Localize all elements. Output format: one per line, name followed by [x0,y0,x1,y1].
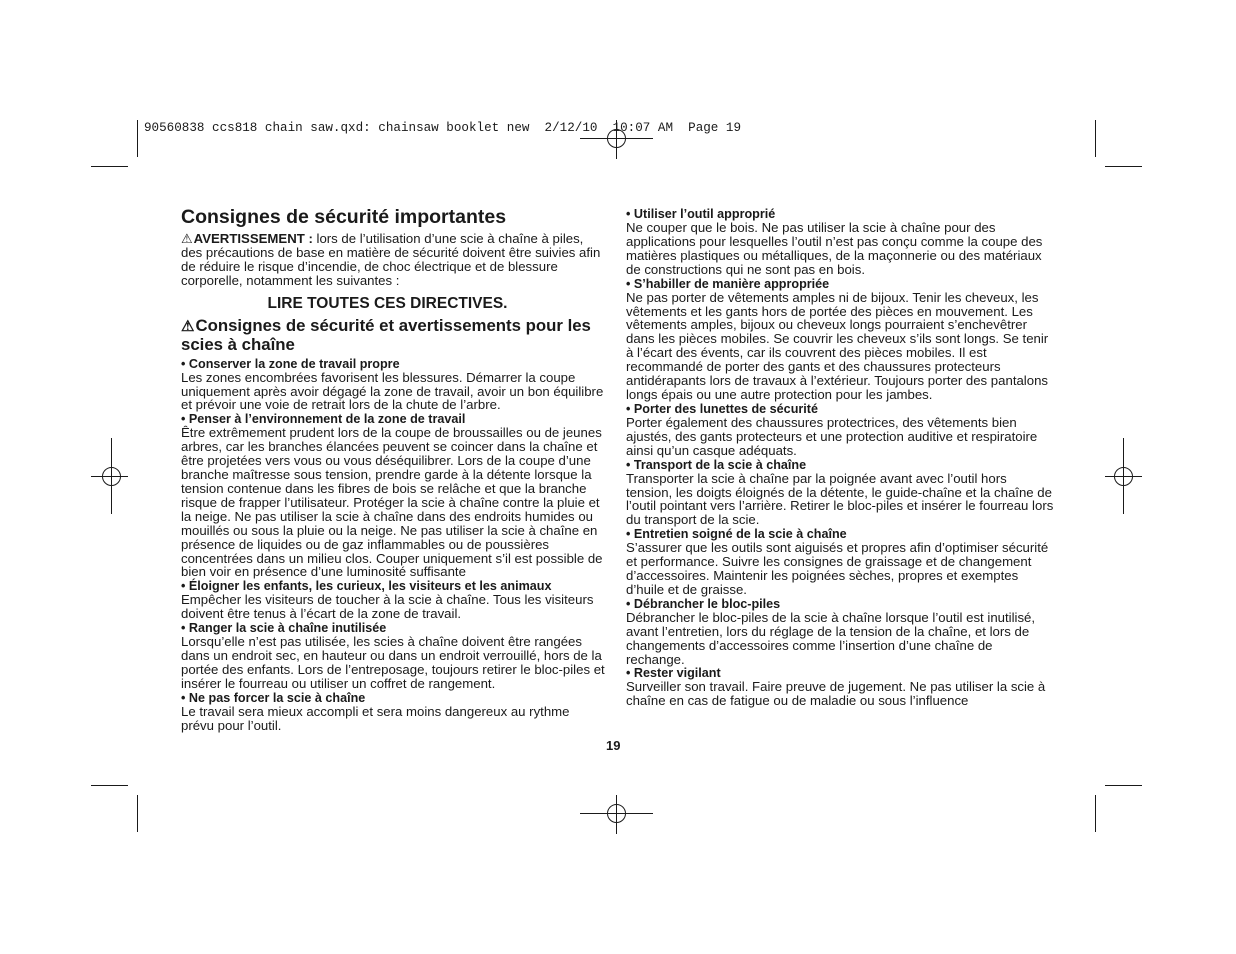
crop-mark-icon [137,120,138,157]
warning-label: AVERTISSEMENT : [193,231,313,246]
safety-item-heading: • Rester vigilant [626,666,721,681]
safety-item [181,621,606,691]
safety-item-heading: • Éloigner les enfants, les curieux, les visiteurs et les animaux [181,579,552,594]
crop-mark-icon [1095,795,1096,832]
safety-item-heading: • Débrancher le bloc-piles [626,596,781,611]
safety-item-text: Être extrêmement prudent lors de la coupe de broussailles ou de jeunes arbres, car les branches élancées peuvent se coincer dans la chaîne et être projetées vers vous ou vous déséquilibrer. Lors de la coupe d’une branche maîtresse sous tension, prendre garde à la détente lorsque la tension contenue dans les fibres de bois se relâche et que la branche risque de frapper l’utilisateur. Protéger la scie à chaîne contre la pluie et la neige. Ne pas utiliser la scie à chaîne dans des endroits humides ou mouillés ou sous la pluie ou la neige. Ne pas utiliser la scie à chaîne en présence de liquides ou de gaz inflammables ou de poussières concentrées dans un milieu clos. Couper uniquement s’il est possible de bien voir en présence d’une luminosité suffisante [181,425,603,580]
read-all-directive: LIRE TOUTES CES DIRECTIVES. [267,294,508,312]
crop-mark-icon [91,785,128,786]
crop-mark-icon [1105,166,1142,167]
safety-item-heading: • Conserver la zone de travail propre [181,356,400,371]
section-title [181,317,606,355]
safety-item [181,357,606,413]
safety-item [626,402,1054,458]
warning-paragraph [181,232,606,288]
crop-mark-icon [1105,785,1142,786]
warning-triangle-icon: ⚠ [181,231,193,246]
right-column [626,207,1054,708]
safety-item-text: Lorsqu’elle n’est pas utilisée, les scies à chaîne doivent être rangées dans un endroit sec, en hauteur ou dans un endroit verrouillé, hors de la portée des enfants. Lors de l’entreposage, toujours retirer le bloc-piles et insérer le fourreau ou utiliser un coffret de rangement. [181,634,605,691]
safety-item-heading: • Utiliser l’outil approprié [626,207,776,221]
safety-item [626,666,1054,708]
file-header-slug: 90560838 ccs818 chain saw.qxd: chainsaw booklet new 2/12/10 10:07 AM Page 19 [144,121,742,135]
safety-item-text: S’assurer que les outils sont aiguisés et propres afin d’optimiser sécurité et performance. Suivre les consignes de graissage et de changement d’accessoires. Maintenir les poignées sèches, propres et exemptes d’huile et de graisse. [626,540,1049,597]
crop-mark-icon [91,166,128,167]
page-number: 19 [606,738,621,753]
safety-item-text: Ne couper que le bois. Ne pas utiliser la scie à chaîne pour des applications pour lesquelles l’outil n’est pas conçu comme la coupe des matières plastiques ou métalliques, de la maçonnerie ou des matériaux de constructions qui ne sont pas en bois. [626,220,1043,277]
crop-mark-icon [137,795,138,832]
safety-item-text: Le travail sera mieux accompli et sera moins dangereux au rythme prévu pour l’outil. [181,703,570,733]
safety-item-text: Empêcher les visiteurs de toucher à la scie à chaîne. Tous les visiteurs doivent être tenus à l’écart de la zone de travail. [181,592,594,622]
safety-item-text: Les zones encombrées favorisent les blessures. Démarrer la coupe uniquement après avoir dégagé la zone de travail, avoir un bon équilibre et prévoir une voie de retrait lors de la chute de l’arbre. [181,369,604,413]
safety-item [181,412,606,579]
safety-item-heading: • Ranger la scie à chaîne inutilisée [181,621,387,636]
safety-item-text: Surveiller son travail. Faire preuve de jugement. Ne pas utiliser la scie à chaîne en cas de fatigue ou de maladie ou sous l’influence [626,679,1046,709]
safety-item [626,527,1054,597]
safety-item [181,579,606,621]
safety-item-text: Porter également des chaussures protectrices, des vêtements bien ajustés, des gants protecteurs et une protection auditive et respiratoire ainsi qu’un casque adéquats. [626,414,1038,458]
safety-item-heading: • Porter des lunettes de sécurité [626,401,818,416]
safety-item-heading: • Penser à l’environnement de la zone de travail [181,412,466,427]
page-title: Consignes de sécurité importantes [181,206,507,228]
safety-item-heading: • Ne pas forcer la scie à chaîne [181,690,366,705]
left-column [181,206,606,733]
safety-item-heading: • Entretien soigné de la scie à chaîne [626,527,847,542]
safety-item-text: Débrancher le bloc-piles de la scie à chaîne lorsque l’outil est inutilisé, avant l’entretien, lors du réglage de la tension de la chaîne, et lors de changements d’accessoires comme l’insertion d’une chaîne de rechange. [626,609,1036,667]
safety-item-text: Ne pas porter de vêtements amples ni de bijoux. Tenir les cheveux, les vêtements et les gants hors de portée des pièces en mouvement. Les vêtements amples, bijoux ou cheveux longs pourraient s’enchevêtrer dans les pièces mobiles. Se couvrir les cheveux s’ils sont longs. Se tenir à l’écart des évents, car ils couvrent des pièces mobiles. Il est recommandé de porter des gants et des chaussures protecteurs antidérapants lors de travaux à l’extérieur. Toujours porter des pantalons longs épais ou une autre protection pour les jambes. [626,289,1049,402]
safety-item-text: Transporter la scie à chaîne par la poignée avant avec l’outil hors tension, les doigts éloignés de la détente, le guide-chaîne et la chaîne de l’outil pointant vers l’arrière. Retirer le bloc-piles et insérer le fourreau lors du transport de la scie. [626,470,1054,528]
crop-mark-icon [1095,120,1096,157]
safety-item [626,597,1054,667]
warning-triangle-icon: ⚠ [181,317,195,335]
safety-item [626,207,1054,277]
safety-item-heading: • Transport de la scie à chaîne [626,457,807,472]
safety-item-heading: • S’habiller de manière appropriée [626,276,830,291]
warning-text: lors de l’utilisation d’une scie à chaîne à piles, des précautions de base en matière de sécurité doivent être suivies afin de réduire le risque d’incendie, de choc électrique et de blessure corporelle, notamment les suivantes : [181,231,601,288]
safety-item [626,458,1054,528]
section-title-text: Consignes de sécurité et avertissements pour les scies à chaîne [181,315,591,355]
safety-item [626,277,1054,402]
safety-item [181,691,606,733]
